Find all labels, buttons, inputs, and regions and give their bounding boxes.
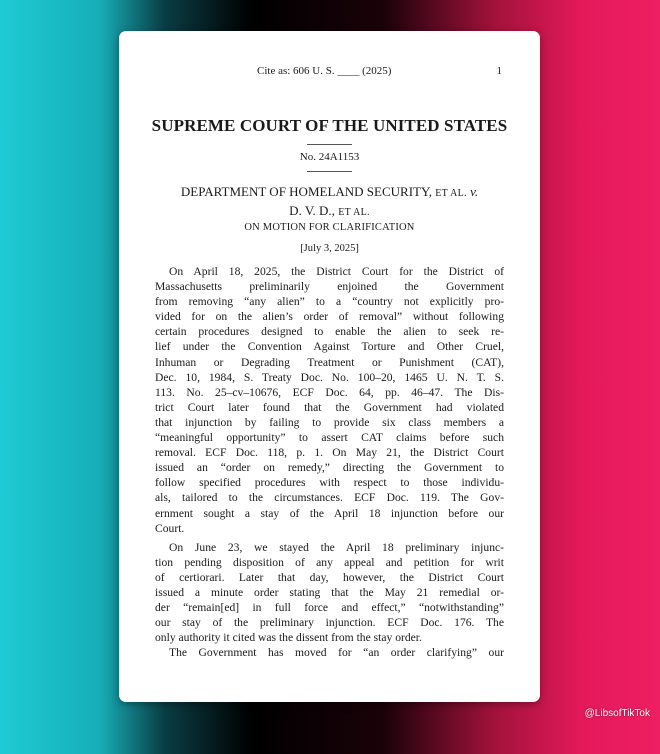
body-line: removal. ECF Doc. 118, p. 1. On May 21, the District Court <box>155 446 504 460</box>
caption-line-2 <box>119 202 540 221</box>
body-line: Massachusetts preliminarily enjoined the Government <box>155 280 504 294</box>
divider <box>307 144 352 145</box>
body-line: Dec. 10, 1984, S. Treaty Doc. No. 100–20, 1465 U. N. T. S. <box>155 370 504 384</box>
court-name: SUPREME COURT OF THE UNITED STATES <box>151 116 508 135</box>
decision-date: [July 3, 2025] <box>300 243 359 254</box>
body-line: certain procedures designed to enable the alien to seek re- <box>155 325 504 339</box>
body-line: als, tailored to the circumstances. ECF Doc. 119. The Gov- <box>155 491 504 505</box>
body-line: follow specified procedures with respect to those individu- <box>155 476 504 490</box>
body-line: issued an “order on remedy,” directing the Government to <box>155 461 504 475</box>
petitioner: DEPARTMENT OF HOMELAND SECURITY, <box>180 184 432 199</box>
body-line: der “remain[ed] in full force and effect,” “notwithstanding” <box>155 601 504 615</box>
citation: Cite as: 606 U. S. ____ (2025) <box>257 65 392 77</box>
body-line: lief under the Convention Against Torture and Other Cruel, <box>155 340 504 354</box>
case-caption <box>119 183 540 221</box>
body-line: Inhuman or Degrading Treatment or Punishment (CAT), <box>155 355 504 369</box>
caption-line-1 <box>119 183 540 202</box>
body-line: On June 23, we stayed the April 18 preliminary injunc- <box>169 540 504 554</box>
body-line: Court. <box>155 521 185 535</box>
body-line: our stay of the preliminary injunction. ECF Doc. 176. The <box>155 616 504 630</box>
body-line: trict Court later found that the Government had violated <box>155 400 504 414</box>
docket-number: No. 24A1153 <box>299 151 360 163</box>
body-line: of certiorari. Later that day, however, the District Court <box>155 570 504 584</box>
body-line: ernment sought a stay of the April 18 injunction before our <box>155 506 504 520</box>
body-line: that injunction by failing to provide six class members a <box>155 415 504 429</box>
body-line: “meaningful opportunity” to assert CAT claims before such <box>155 431 504 445</box>
respondent: D. V. D., <box>289 203 335 218</box>
document-page <box>119 31 540 702</box>
body-line: tion pending disposition of any appeal and petition for writ <box>155 555 504 569</box>
divider <box>307 171 352 172</box>
body-line: from removing “any alien” to a “country not explicitly pro- <box>155 295 504 309</box>
opinion-body <box>155 264 504 660</box>
body-line: 113. No. 25–cv–10676, ECF Doc. 64, pp. 46–47. The Dis- <box>155 385 504 399</box>
et-al: ET AL. <box>338 207 370 218</box>
watermark: @LibsofTikTok <box>584 708 650 719</box>
body-line: only authority it cited was the dissent from the stay order. <box>155 631 422 645</box>
body-line: issued a minute order stating that the May 21 remedial or- <box>155 585 504 599</box>
et-al: ET AL. <box>435 188 467 199</box>
body-line: vided for on the alien’s order of removal” without following <box>155 310 504 324</box>
versus: v. <box>470 184 479 199</box>
motion-title: ON MOTION FOR CLARIFICATION <box>244 222 415 233</box>
page-number: 1 <box>496 65 502 77</box>
body-line: The Government has moved for “an order clarifying” our <box>169 646 504 660</box>
body-line: On April 18, 2025, the District Court for the District of <box>169 265 504 278</box>
running-header <box>119 65 540 81</box>
